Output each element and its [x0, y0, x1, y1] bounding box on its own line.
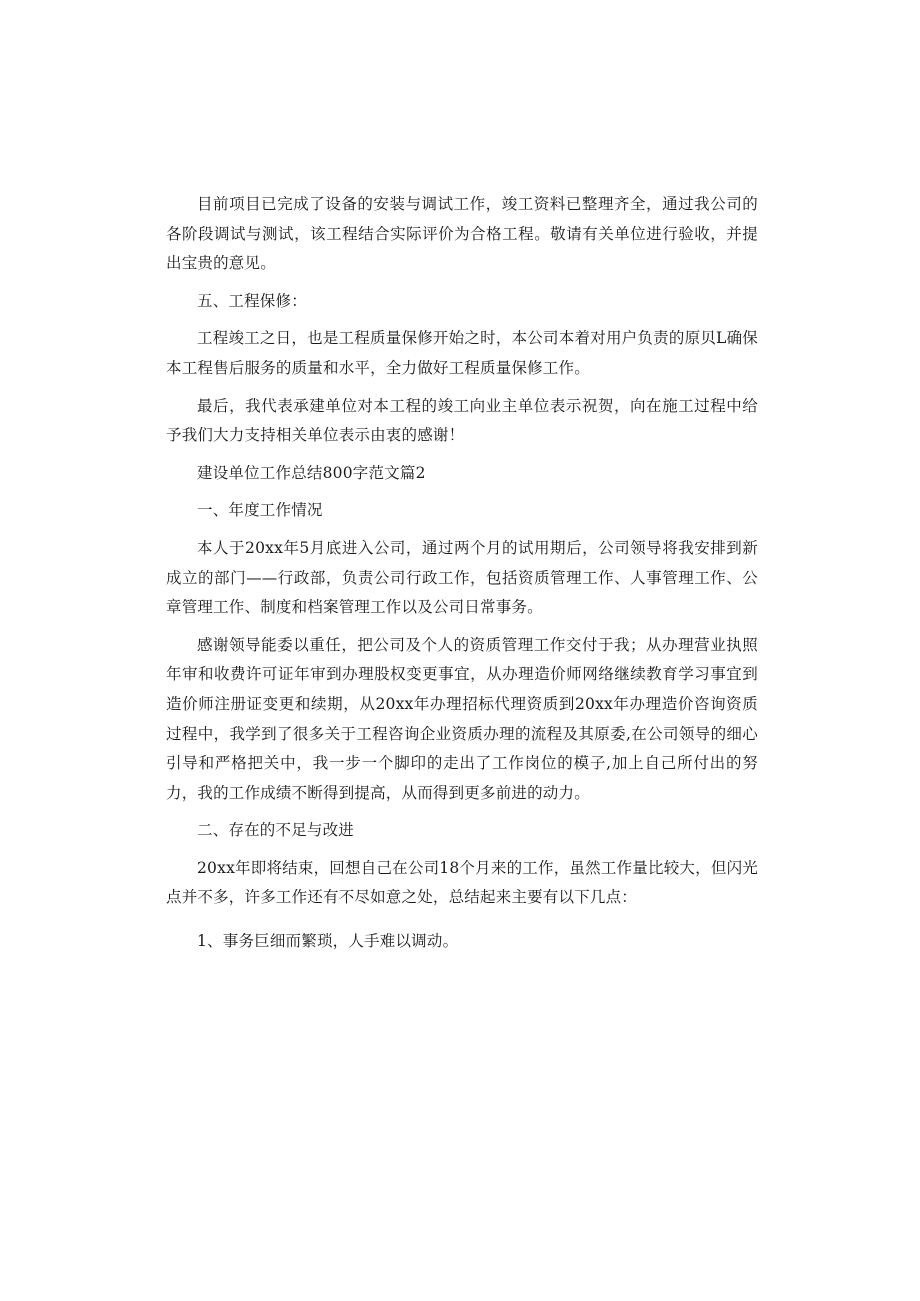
paragraph-review: 20xx年即将结束，回想自己在公司18个月来的工作，虽然工作量比较大，但闪光点并不多，许多工作还有不尽如意之处，总结起来主要有以下几点：: [166, 858, 758, 907]
heading-warranty: 五、工程保修：: [197, 291, 307, 310]
heading-shortcomings: 二、存在的不足与改进: [197, 821, 355, 840]
document-page: [166, 190, 758, 957]
list-item-1: 1、事务巨细而繁琐，人手难以调动。: [197, 932, 459, 951]
paragraph-thanks: 最后，我代表承建单位对本工程的竣工向业主单位表示祝贺，向在施工过程中给予我们大力支持相关单位表示由衷的感谢！: [166, 396, 758, 445]
paragraph-warranty: 工程竣工之日，也是工程质量保修开始之时，本公司本着对用户负责的原贝L确保本工程售后服务的质量和水平，全力做好工程质量保修工作。: [166, 329, 758, 377]
heading-annual-work: 一、年度工作情况: [197, 501, 323, 520]
article-title: 建设单位工作总结800字范文篇2: [197, 463, 426, 482]
paragraph-joining: 本人于20xx年5月底进入公司，通过两个月的试用期后，公司领导将我安排到新成立的部门——行政部，负责公司行政工作，包括资质管理工作、人事管理工作、公章管理工作、制度和档案管理工作以及公司日常事务。: [166, 538, 758, 617]
paragraph-qualification: 感谢领导能委以重任，把公司及个人的资质管理工作交付于我；从办理营业执照年审和收费许可证年审到办理股权变更事宜，从办理造价师网络继续教育学习事宜到造价师注册证变更和续期，从20xx年办理招标代理资质到20xx年办理造价咨询资质过程中，我学到了很多关于工程咨询企业资质办理的流程及其原委,在公司领导的细心引导和严格把关中，我一步一个脚印的走出了工作岗位的模子,加上自己所付出的努力，我的工作成绩不断得到提高，从而得到更多前进的动力。: [166, 635, 758, 802]
paragraph-acceptance: 目前项目已完成了设备的安装与调试工作，竣工资料已整理齐全，通过我公司的各阶段调试与测试，该工程结合实际评价为合格工程。敬请有关单位进行验收，并提出宝贵的意见。: [166, 195, 758, 273]
